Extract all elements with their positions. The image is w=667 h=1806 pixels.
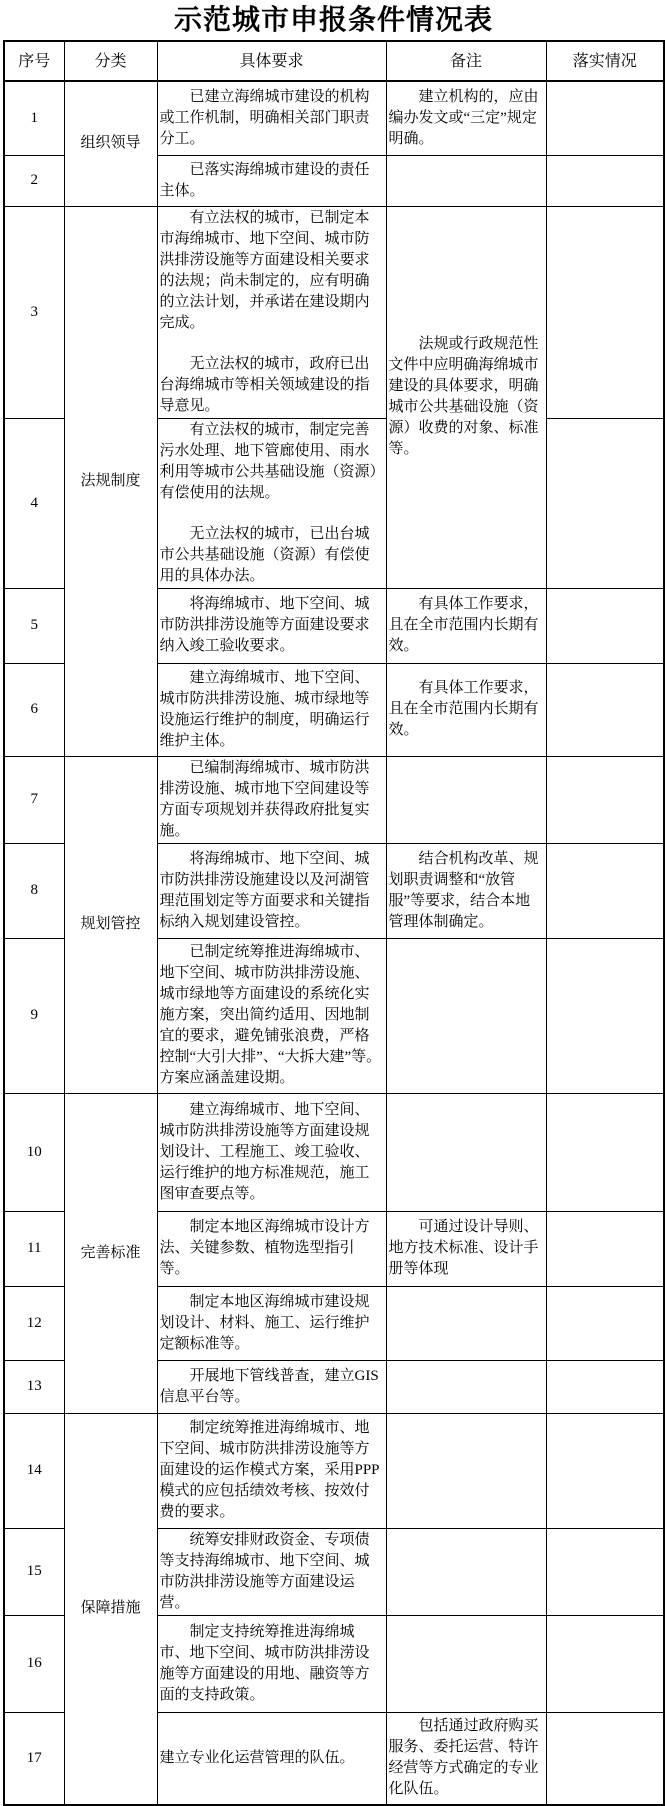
requirement-text: 建立海绵城市、地下空间、城市防洪排涝设施、城市绿地等设施运行维护的制度，明确运行维护主体。 xyxy=(159,669,370,749)
requirement-cell xyxy=(157,1615,386,1712)
category-cell: 组织领导 xyxy=(64,81,157,206)
requirement-text: 已制定统筹推进海绵城市、地下空间、城市防洪排涝设施、城市绿地等方面建设的系统化实施方案，突出简约适用、因地制宜的要求，避免铺张浪费，严格控制“大引大排”、“大拆大建”等。方案应涵盖建设期。 xyxy=(159,944,382,1086)
row-number-cell: 5 xyxy=(4,588,64,663)
requirement-text: 制定统筹推进海绵城市、地下空间、城市防洪排涝设施等方面建设的运作模式方案，采用PPP模式的应包括绩效考核、按效付费的要求。 xyxy=(159,1420,380,1520)
remark-cell xyxy=(386,1528,546,1615)
requirement-cell xyxy=(157,1286,386,1360)
requirement-cell xyxy=(157,1712,386,1805)
requirement-cell xyxy=(157,1211,386,1286)
requirement-cell xyxy=(157,81,386,155)
remark-text: 可通过设计导则、地方技术标准、设计手册等体现 xyxy=(388,1219,539,1277)
table-row xyxy=(4,1093,664,1211)
row-number-cell: 1 xyxy=(4,81,64,155)
requirement-text: 无立法权的城市，已出台城市公共基础设施（资源）有偿使用的具体办法。 xyxy=(159,525,370,584)
requirement-text: 制定支持统筹推进海绵城市、地下空间、城市防洪排涝设施等方面建设的用地、融资等方面的支持政策。 xyxy=(159,1623,370,1703)
status-cell xyxy=(546,663,664,756)
table-row xyxy=(4,206,664,418)
remark-text: 建立机构的，应由编办发文或“三定”规定明确。 xyxy=(388,88,539,147)
category-cell: 法规制度 xyxy=(64,206,157,756)
row-number-cell: 17 xyxy=(4,1712,64,1805)
requirement-text: 有立法权的城市，已制定本市海绵城市、地下空间、城市防洪排涝设施等方面建设相关要求的法规；尚未制定的，应有明确的立法计划，并承诺在建设期内完成。 xyxy=(159,209,370,331)
requirement-cell xyxy=(157,418,386,588)
status-cell xyxy=(546,938,664,1093)
requirement-cell xyxy=(157,206,386,418)
row-number-cell: 11 xyxy=(4,1211,64,1286)
row-number-cell: 2 xyxy=(4,155,64,206)
requirement-cell xyxy=(157,938,386,1093)
row-number-cell: 9 xyxy=(4,938,64,1093)
status-cell xyxy=(546,418,664,588)
col-header-status: 落实情况 xyxy=(546,41,664,81)
table-row xyxy=(4,756,664,843)
requirement-text: 已编制海绵城市、城市防洪排涝设施、城市地下空间建设等方面专项规划并获得政府批复实施。 xyxy=(159,759,370,839)
remark-cell xyxy=(386,206,546,588)
requirement-text: 制定本地区海绵城市建设规划设计、材料、施工、运行维护定额标准等。 xyxy=(159,1293,370,1352)
status-cell xyxy=(546,756,664,843)
status-cell xyxy=(546,1286,664,1360)
requirement-text: 开展地下管线普查，建立GIS信息平台等。 xyxy=(159,1367,379,1405)
status-cell xyxy=(546,1413,664,1528)
header-row xyxy=(4,41,664,81)
requirement-text: 有立法权的城市，制定完善污水处理、地下管廊使用、雨水利用等城市公共基础设施（资源）有偿使用的法规。 xyxy=(159,421,378,501)
status-cell xyxy=(546,588,664,663)
status-cell xyxy=(546,1615,664,1712)
category-cell: 完善标准 xyxy=(64,1093,157,1413)
requirement-cell xyxy=(157,663,386,756)
remark-cell xyxy=(386,1615,546,1712)
row-number-cell: 16 xyxy=(4,1615,64,1712)
row-number-cell: 13 xyxy=(4,1360,64,1413)
row-number-cell: 7 xyxy=(4,756,64,843)
remark-cell xyxy=(386,1286,546,1360)
category-cell: 规划管控 xyxy=(64,756,157,1093)
status-cell xyxy=(546,1093,664,1211)
requirement-cell xyxy=(157,1528,386,1615)
requirement-cell xyxy=(157,588,386,663)
remark-cell xyxy=(386,588,546,663)
col-header-remark: 备注 xyxy=(386,41,546,81)
status-cell xyxy=(546,1211,664,1286)
requirement-cell xyxy=(157,1093,386,1211)
row-number-cell: 8 xyxy=(4,843,64,938)
remark-text: 结合机构改革、规划职责调整和“放管服”等要求，结合本地管理体制确定。 xyxy=(388,850,539,930)
col-header-number: 序号 xyxy=(4,41,64,81)
remark-cell xyxy=(386,1093,546,1211)
status-cell xyxy=(546,1360,664,1413)
requirement-cell xyxy=(157,155,386,206)
requirement-text: 将海绵城市、地下空间、城市防洪排涝设施建设以及河湖管理范围划定等方面要求和关键指标纳入规划建设管控。 xyxy=(159,850,370,930)
remark-cell xyxy=(386,155,546,206)
remark-text: 有具体工作要求，且在全市范围内长期有效。 xyxy=(388,680,539,738)
requirement-cell xyxy=(157,1360,386,1413)
row-number-cell: 4 xyxy=(4,418,64,588)
requirement-text: 制定本地区海绵城市设计方法、关键参数、植物选型指引等。 xyxy=(159,1219,370,1277)
status-cell xyxy=(546,843,664,938)
requirement-cell xyxy=(157,843,386,938)
remark-cell xyxy=(386,663,546,756)
row-number-cell: 3 xyxy=(4,206,64,418)
requirement-text: 建立专业化运营管理的队伍。 xyxy=(159,1749,355,1766)
table-row xyxy=(4,81,664,155)
remark-text: 包括通过政府购买服务、委托运营、特许经营等方式确定的专业化队伍。 xyxy=(388,1718,539,1798)
requirement-cell xyxy=(157,1413,386,1528)
requirement-text: 已落实海绵城市建设的责任主体。 xyxy=(159,161,370,199)
table-row xyxy=(4,1413,664,1528)
row-number-cell: 6 xyxy=(4,663,64,756)
conditions-table xyxy=(3,40,665,1806)
status-cell xyxy=(546,81,664,155)
remark-text: 有具体工作要求，且在全市范围内长期有效。 xyxy=(388,596,539,654)
remark-cell xyxy=(386,1413,546,1528)
remark-cell xyxy=(386,938,546,1093)
remark-cell xyxy=(386,843,546,938)
remark-cell xyxy=(386,1712,546,1805)
status-cell xyxy=(546,1528,664,1615)
requirement-cell xyxy=(157,756,386,843)
requirement-text: 将海绵城市、地下空间、城市防洪排涝设施等方面建设要求纳入竣工验收要求。 xyxy=(159,596,370,654)
status-cell xyxy=(546,206,664,418)
row-number-cell: 12 xyxy=(4,1286,64,1360)
requirement-text: 已建立海绵城市建设的机构或工作机制，明确相关部门职责分工。 xyxy=(159,88,370,147)
remark-cell xyxy=(386,1360,546,1413)
remark-text: 法规或行政规范性文件中应明确海绵城市建设的具体要求，明确城市公共基础设施（资源）收费的对象、标准等。 xyxy=(388,336,539,457)
remark-cell xyxy=(386,1211,546,1286)
status-cell xyxy=(546,1712,664,1805)
requirement-text: 统筹安排财政资金、专项债等支持海绵城市、地下空间、城市防洪排涝设施等方面建设运营。 xyxy=(159,1531,370,1611)
requirement-text: 无立法权的城市，政府已出台海绵城市等相关领域建设的指导意见。 xyxy=(159,355,370,414)
remark-cell xyxy=(386,81,546,155)
row-number-cell: 14 xyxy=(4,1413,64,1528)
row-number-cell: 15 xyxy=(4,1528,64,1615)
row-number-cell: 10 xyxy=(4,1093,64,1211)
col-header-requirement: 具体要求 xyxy=(157,41,386,81)
document-title: 示范城市申报条件情况表 xyxy=(173,4,493,35)
col-header-category: 分类 xyxy=(64,41,157,81)
status-cell xyxy=(546,155,664,206)
requirement-text: 建立海绵城市、地下空间、城市防洪排涝设施等方面建设规划设计、工程施工、竣工验收、运行维护的地方标准规范，施工图审查要点等。 xyxy=(159,1101,370,1202)
remark-cell xyxy=(386,756,546,843)
category-cell: 保障措施 xyxy=(64,1413,157,1805)
